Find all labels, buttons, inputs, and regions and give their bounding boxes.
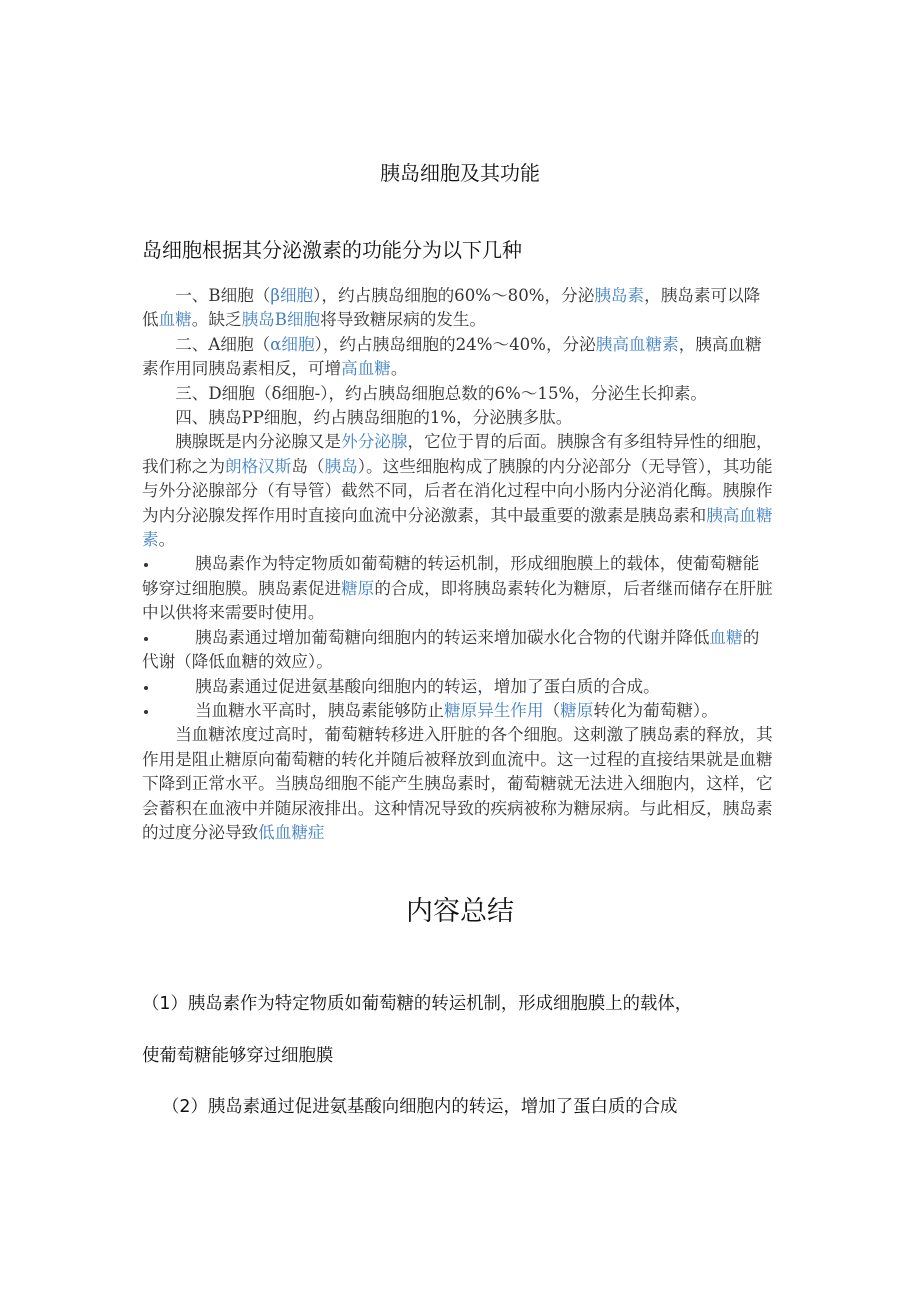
paragraph-b-cell <box>142 284 774 333</box>
link-glucagon-2[interactable]: 胰高血糖素 <box>142 505 773 550</box>
link-glycogen[interactable]: 糖原 <box>341 578 375 598</box>
link-islet[interactable]: 胰岛 <box>324 456 358 476</box>
text-run: 胰腺既是内分泌腺又是 <box>175 432 342 452</box>
section-heading: 岛细胞根据其分泌激素的功能分为以下几种 <box>142 238 522 262</box>
text-run: 。 <box>158 530 176 550</box>
link-beta-cell[interactable]: β细胞 <box>270 286 314 305</box>
text-run: 胰岛素作为特定物质如葡萄糖的转运机制，形成细胞膜上的载体，使葡萄糖能够穿过细胞膜。胰岛素促进 <box>142 554 760 598</box>
paragraph-a-cell <box>142 333 774 382</box>
list-item <box>142 626 774 675</box>
list-item <box>142 699 774 723</box>
text-run: 。缺乏 <box>191 310 242 330</box>
summary-item-2: （2）胰岛素通过促进氨基酸向细胞内的转运，增加了蛋白质的合成 <box>162 1097 678 1117</box>
text-run: 胰岛素通过增加葡萄糖向细胞内的转运来增加碳水化合物的代谢并降低 <box>195 627 710 647</box>
link-glucagon[interactable]: 胰高血糖素 <box>595 334 679 354</box>
paragraph-regulation <box>142 723 774 845</box>
link-gluconeogenesis[interactable]: 糖原异生作用 <box>444 700 544 720</box>
text-run: ，它位于胃的后面。胰腺含有多组特异性的细胞，我们称之为 <box>142 432 773 476</box>
link-langerhans[interactable]: 朗格汉斯 <box>224 456 292 476</box>
summary-item-1-line-2: 使葡萄糖能够穿过细胞膜 <box>142 1046 334 1066</box>
paragraph-d-cell: 三、D细胞（δ细胞-），约占胰岛细胞总数的6%～15%，分泌生长抑素。 <box>175 383 708 403</box>
text-run: 。 <box>390 359 408 379</box>
link-hyperglycemia[interactable]: 高血糖 <box>341 359 391 379</box>
text-run: ）。这些细胞构成了胰腺的内分泌部分（无导管），其功能与外分泌腺部分（有导管）截然不同，后者在消化过程中向小肠内分泌消化酶。胰腺作为内分泌腺发挥作用时直接向血流中分泌激素，其中最重要的激素是胰岛素和 <box>142 456 773 525</box>
text-run: 的代谢（降低血糖的效应）。 <box>142 627 760 672</box>
summary-item-1-line-1: （1）胰岛素作为特定物质如葡萄糖的转运机制，形成细胞膜上的载体， <box>142 994 693 1014</box>
text-run: 转化为葡萄糖）。 <box>593 700 718 720</box>
paragraph-pancreas <box>142 430 774 552</box>
link-hypoglycemia[interactable]: 低血糖症 <box>258 822 325 842</box>
text-run: ），约占胰岛细胞的24%～40%，分泌 <box>314 334 596 354</box>
list-item: 胰岛素通过促进氨基酸向细胞内的转运，增加了蛋白质的合成。 <box>142 675 774 699</box>
link-glycogen-2[interactable]: 糖原 <box>560 700 594 720</box>
text-run: ，胰岛素可以降低 <box>142 286 761 330</box>
text-run: 当血糖浓度过高时，葡萄糖转移进入肝脏的各个细胞。这刺激了胰岛素的释放，其作用是阻止糖原向葡萄糖的转化并随后被释放到血流中。这一过程的直接结果就是血糖下降到正常水平。当胰岛细胞不能产生胰岛素时，葡萄糖就无法进入细胞内，这样，它会蓄积在血液中并随尿液排出。这种情况导致的疾病被称为糖尿病。与此相反，胰岛素的过度分泌导致 <box>142 725 773 842</box>
text-run: 二、A细胞（ <box>175 334 271 354</box>
page-title: 胰岛细胞及其功能 <box>380 161 540 185</box>
text-run: 当血糖水平高时，胰岛素能够防止 <box>195 700 445 720</box>
link-exocrine-gland[interactable]: 外分泌腺 <box>341 432 408 452</box>
link-blood-sugar-2[interactable]: 血糖 <box>709 627 743 647</box>
list-item <box>142 552 774 625</box>
text-run: 将导致糖尿病的发生。 <box>320 310 487 330</box>
paragraph-pp-cell: 四、胰岛PP细胞，约占胰岛细胞的1%，分泌胰多肽。 <box>175 408 573 428</box>
link-insulin[interactable]: 胰岛素 <box>594 286 645 305</box>
text-run: （ <box>543 700 561 720</box>
link-islet-b-cell[interactable]: 胰岛B细胞 <box>241 310 321 330</box>
text-run: 岛（ <box>291 456 325 476</box>
summary-title: 内容总结 <box>406 896 514 927</box>
article-body <box>142 284 774 845</box>
text-run: 一、B细胞（ <box>175 286 271 305</box>
text-run: 的合成，即将胰岛素转化为糖原，后者继而储存在肝脏中以供将来需要时使用。 <box>142 578 773 623</box>
link-blood-sugar[interactable]: 血糖 <box>158 310 192 330</box>
text-run: ），约占胰岛细胞的60%～80%，分泌 <box>313 286 595 305</box>
link-alpha-cell[interactable]: α细胞 <box>270 334 315 354</box>
text-run: ，胰高血糖素作用同胰岛素相反，可增 <box>142 334 762 379</box>
